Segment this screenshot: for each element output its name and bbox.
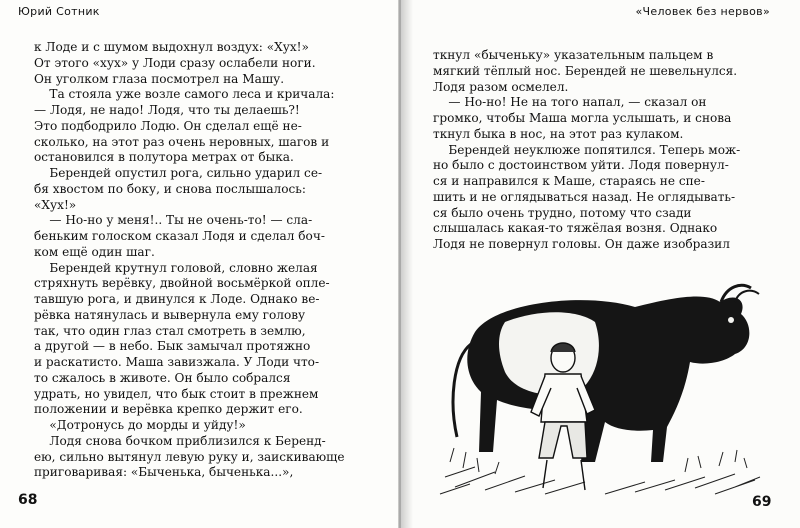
text-line: то сжалось в животе. Он было собрался	[34, 370, 291, 385]
gutter-shadow	[401, 0, 413, 528]
left-page-text	[34, 40, 364, 481]
bull	[453, 285, 759, 462]
text-line: так, что один глаз стал смотреть в землю,	[34, 323, 306, 338]
text-line: положении и верёвка крепко держит его.	[34, 402, 303, 417]
text-line: Это подбодрило Лодю. Он сделал ещё не-	[34, 118, 302, 133]
left-page	[0, 0, 399, 528]
text-line: рёвка натянулась и вывернула ему голову	[34, 307, 306, 322]
text-line: громко, чтобы Маша могла услышать, и снова	[433, 111, 732, 125]
text-line: удрать, но увидел, что бык стоит в прежнем	[34, 386, 319, 401]
text-line: — Лодя, не надо! Лодя, что ты делаешь?!	[34, 103, 300, 117]
text-line: Берендей крутнул головой, словно желая	[34, 260, 318, 275]
text-line: От этого «хух» у Лоди сразу ослабели ноги.	[34, 55, 316, 70]
text-line: стряхнуть верёвку, двойной восьмёркой опле-	[34, 276, 330, 291]
text-line: мягкий тёплый нос. Берендей не шевельнулся.	[433, 63, 738, 78]
text-line: шить и не оглядываться назад. Не оглядывать-	[433, 189, 736, 204]
text-line: а другой — в небо. Бык замычал протяжно	[34, 339, 311, 354]
text-line: — Но-но у меня!.. Ты не очень-то! — сла-	[34, 213, 313, 228]
left-page-number: 68	[18, 492, 38, 508]
right-page-text	[433, 48, 763, 253]
text-line: бя хвостом по боку, и снова послышалось:	[34, 181, 306, 196]
text-line: ткнул «быченьку» указательным пальцем в	[433, 48, 714, 62]
text-line: Лодя снова бочком приблизился к Беренд-	[34, 433, 326, 448]
grass-hatching	[440, 448, 760, 494]
text-line: «Дотронусь до морды и уйду!»	[34, 418, 246, 432]
text-line: беньким голоском сказал Лодя и сделал боч-	[34, 229, 325, 243]
text-line: сколько, на этот раз очень неровных, шагов и	[34, 134, 330, 149]
text-line: «Хух!»	[34, 197, 77, 212]
text-line: ся было очень трудно, потому что сзади	[433, 205, 692, 220]
text-line: остановился в полутора метрах от быка.	[34, 150, 294, 165]
text-line: слышалась какая-то тяжёлая возня. Однако	[433, 221, 718, 236]
text-line: Берендей неуклюже попятился. Теперь мож-	[433, 142, 741, 157]
text-line: — Но-но! Не на того напал, — сказал он	[433, 95, 707, 110]
left-running-header: Юрий Сотник	[18, 5, 100, 18]
text-line: и раскатисто. Маша завизжала. У Лоди что-	[34, 355, 320, 369]
text-line: к Лоде и с шумом выдохнул воздух: «Хух!»	[34, 40, 309, 54]
right-page	[401, 0, 800, 528]
text-line: Берендей опустил рога, сильно ударил се-	[34, 166, 323, 180]
text-line: тавшую рога, и двинулся к Лоде. Однако ве-	[34, 292, 320, 306]
right-page-number: 69	[752, 494, 772, 510]
text-line: Лодя не повернул головы. Он даже изобразил	[433, 237, 730, 251]
text-line: ся и направился к Маше, стараясь не спе-	[433, 174, 705, 188]
text-line: ею, сильно вытянул левую руку и, заискивающе	[34, 449, 345, 464]
text-line: ткнул быка в нос, на этот раз кулаком.	[433, 126, 684, 141]
text-line: Та стояла уже возле самого леса и кричала:	[34, 87, 335, 102]
text-line: Он уголком глаза посмотрел на Машу.	[34, 71, 285, 86]
text-line: Лодя разом осмелел.	[433, 79, 569, 94]
text-line: приговаривая: «Быченька, быченька...»,	[34, 465, 294, 480]
text-line: ком ещё один шаг.	[34, 244, 155, 259]
right-running-header: «Человек без нервов»	[635, 5, 770, 18]
text-line: но было с достоинством уйти. Лодя повернул-	[433, 158, 729, 173]
bull-and-boy-illustration	[435, 262, 765, 502]
